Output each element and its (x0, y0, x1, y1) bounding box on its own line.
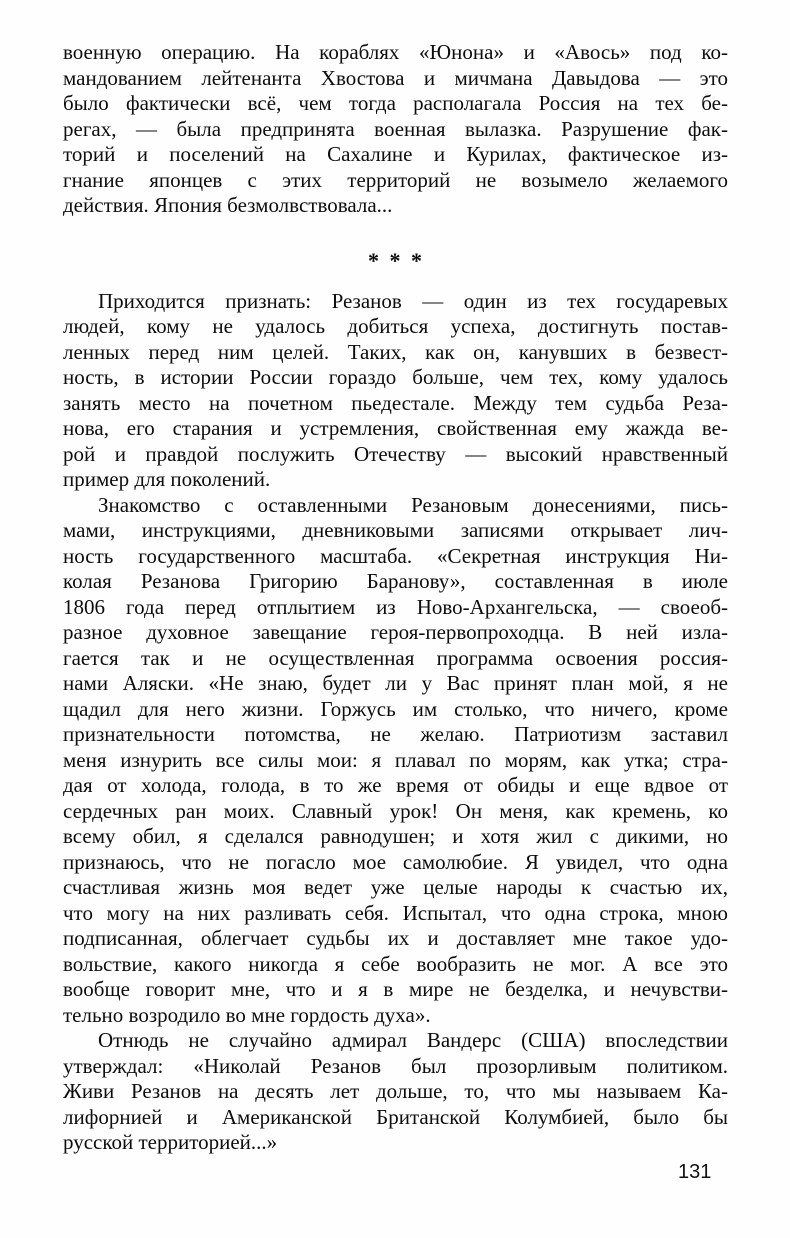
asterisks: * * * (368, 247, 423, 273)
text-line: торий и поселений на Сахалине и Курилах, фактическое из- (63, 142, 728, 166)
text-line: пример для поколений. (63, 467, 271, 491)
text-line: Приходится признать: Резанов — один из тех государевых (98, 288, 728, 313)
text-line: щадил для него жизни. Горжусь им столько, что ничего, кроме (63, 696, 728, 721)
section-separator (63, 219, 728, 289)
text-line: людей, кому не удалось добиться успеха, достигнуть постав- (63, 314, 728, 338)
paragraph (63, 40, 728, 219)
text-line: вольствие, какого никогда я себе вообразить не мог. А все это (63, 951, 728, 976)
text-line: нова, его старания и устремления, свойственная ему жажда ве- (63, 416, 728, 440)
text-line: сердечных ран моих. Славный урок! Он меня, как кремень, ко (63, 798, 728, 823)
text-line: дая от холода, голода, в то же время от обиды и еще вдвое от (63, 773, 728, 797)
text-line: что могу на них разливать себя. Испытал, что одна строка, мною (63, 900, 728, 925)
text-line: регах, — была предпринята военная вылазка. Разрушение фак- (63, 116, 728, 141)
text-line: военную операцию. На кораблях «Юнона» и «Авось» под ко- (63, 40, 728, 64)
text-line: гнание японцев с этих территорий не возымело желаемого (63, 167, 728, 192)
text-line: Живи Резанов на десять лет дольше, то, что мы называем Ка- (63, 1079, 728, 1103)
text-line: нами Аляски. «Не знаю, будет ли у Вас принят план мой, я не (63, 671, 728, 695)
paragraph (63, 1028, 728, 1156)
page-number: 131 (678, 1161, 712, 1183)
text-line: всему обил, я сделался равнодушен; и хотя жил с дикими, но (63, 824, 728, 848)
text-line: подписанная, облегчает судьбы их и доставляет мне такое удо- (63, 926, 728, 950)
text-line: занять место на почетном пьедестале. Между тем судьба Реза- (63, 390, 728, 415)
text-line: гается так и не осуществленная программа освоения россия- (63, 645, 728, 670)
text-line: тельно возродило во мне гордость духа». (63, 1002, 431, 1027)
text-line: признательности потомства, не желаю. Патриотизм заставил (63, 722, 728, 746)
text-line: Отнюдь не случайно адмирал Вандерс (США) впоследствии (98, 1028, 728, 1052)
text-line: признаюсь, что не погасло мое самолюбие. Я увидел, что одна (63, 849, 728, 874)
text-line: 1806 года перед отплытием из Ново-Архангельска, — своеоб- (63, 594, 728, 619)
text-column (63, 40, 728, 1156)
text-line: вообще говорит мне, что и я в мире не безделка, и нечувстви- (63, 977, 728, 1001)
text-line: колая Резанова Григорию Баранову», составленная в июле (63, 569, 728, 593)
text-line: утверждал: «Николай Резанов был прозорливым политиком. (63, 1053, 728, 1078)
text-line: ность, в истории России гораздо больше, чем тех, кому удалось (63, 365, 728, 389)
text-line: мами, инструкциями, дневниковыми записями открывает лич- (63, 518, 728, 542)
text-line: разное духовное завещание героя-первопроходца. В ней изла- (63, 620, 728, 644)
text-line: лифорнией и Американской Британской Колумбией, было бы (63, 1104, 728, 1129)
paragraph (63, 289, 728, 493)
text-line: Знакомство с оставленными Резановым донесениями, пись- (98, 492, 728, 517)
text-line: было фактически всё, чем тогда располагала Россия на тех бе- (63, 91, 728, 115)
text-line: мандованием лейтенанта Хвостова и мичмана Давыдова — это (63, 65, 728, 90)
paragraph (63, 493, 728, 1029)
text-line: счастливая жизнь моя ведет уже целые народы к счастью их, (63, 875, 728, 899)
text-line: ленных перед ним целей. Таких, как он, канувших в безвест- (63, 339, 728, 364)
text-line: меня изнурить все силы мои: я плавал по морям, как утка; стра- (63, 747, 728, 772)
text-line: действия. Япония безмолвствовала... (63, 193, 393, 217)
text-line: ность государственного масштаба. «Секретная инструкция Ни- (63, 543, 728, 568)
text-line: русской территорией...» (63, 1130, 278, 1154)
text-line: рой и правдой послужить Отечеству — высокий нравственный (63, 441, 728, 466)
